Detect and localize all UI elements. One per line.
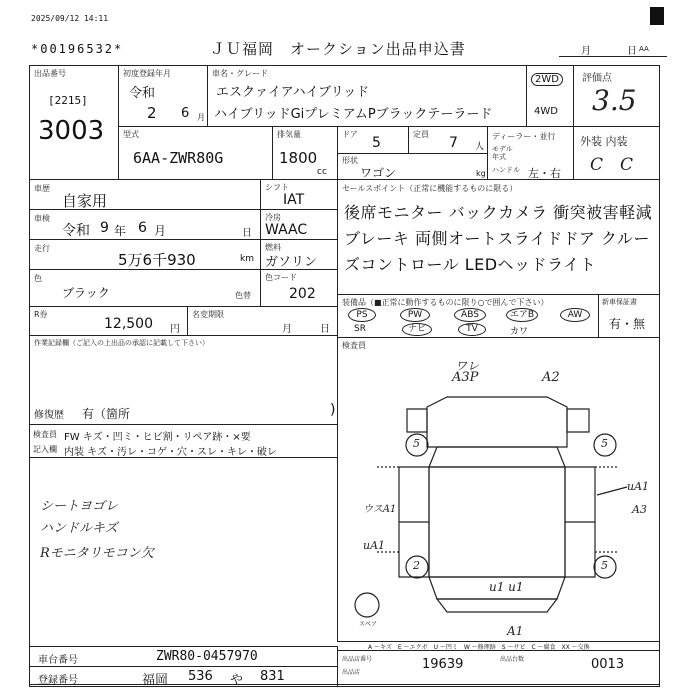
- name-change-row: 名変期限 月 日: [187, 306, 338, 336]
- mark-u1u1: u1 u1: [489, 580, 524, 594]
- mark-a3p: A3P: [452, 370, 479, 385]
- equip-navi[interactable]: ナビ: [402, 323, 432, 336]
- shift-cell: シフト IAT: [260, 179, 338, 210]
- left-mirror-panel: [407, 409, 427, 432]
- model-value: 6AA-ZWR80G: [133, 149, 224, 167]
- serial-barcode-text: *00196532*: [31, 42, 124, 56]
- work-record-cell: 作業記録欄（ご記入の上出品の承認に記載して下さい） 修復歴 有（箇所 ): [29, 335, 338, 425]
- warranty-cell: 新車保証書 有・無: [598, 294, 660, 338]
- member-cell: 出品店番号 出品店 19639 出品台数 0013: [337, 650, 660, 687]
- mark-wa: ワレ: [455, 359, 480, 373]
- tire-fl-value: 5: [413, 437, 420, 450]
- mark-ua1-left-top: ウスA1: [363, 504, 397, 515]
- timestamp: 2025/09/12 14:11: [31, 14, 109, 23]
- corner-mark: [650, 7, 664, 25]
- vehicle-name-line1: エスクァイアハイブリッド: [216, 85, 370, 100]
- damage-diagram-cell: 検査員: [337, 337, 660, 642]
- lot-sub-number: [2215]: [48, 94, 88, 107]
- mark-ua1-right: uA1: [627, 480, 650, 493]
- aircon-cell: 冷房 WAAC: [260, 209, 338, 240]
- model-cell: 型式 6AA-ZWR80G: [118, 126, 273, 180]
- vehicle-name-cell: 車名・グレード エスクァイアハイブリッド ハイブリッドGiプレミアムPブラックテーラード: [207, 65, 527, 127]
- inspection-row: 車検 令和 9 年 6 月 日: [29, 209, 261, 240]
- spare-label: スペア: [359, 621, 378, 628]
- sales-points-text: 後席モニター バックカメラ 衝突被害軽減ブレーキ 両側オートスライドドア クルーズコントロール LEDヘッドライト: [344, 203, 653, 274]
- lot-number: 3003: [38, 116, 105, 146]
- handwritten-note-2: ハンドルキズ: [40, 521, 118, 536]
- tire-rr-value: 5: [601, 559, 608, 572]
- rear-bumper: [437, 599, 557, 612]
- drive-2wd[interactable]: 2WD: [531, 73, 563, 86]
- roof: [429, 467, 565, 577]
- capacity-cell: 定員 7 人: [408, 126, 488, 154]
- right-mirror-panel: [567, 409, 589, 432]
- mark-ua1-left: uA1: [363, 539, 386, 552]
- chassis-row: 車台番号 ZWR80-0457970: [29, 646, 338, 667]
- handwritten-note-1: シートヨゴレ: [40, 499, 119, 514]
- score-cell: 評価点 3.5: [573, 65, 660, 127]
- mileage-row: 走行 5万6千930 km: [29, 239, 261, 270]
- displacement-cell: 排気量 1800 cc: [272, 126, 338, 180]
- equip-aw[interactable]: AW: [560, 308, 590, 322]
- mark-a2: A2: [542, 370, 560, 385]
- windshield: [429, 447, 565, 467]
- plate-row: 登録番号 福岡 536 や 831: [29, 666, 338, 687]
- lot-number-cell: 出品番号 [2215] 3003: [29, 65, 119, 180]
- first-registration-cell: 初度登録年月 令和 2 6 月: [118, 65, 208, 127]
- legend-text: A ～キズ E ～エクボ U ～凹ミ W ～修理跡 S ～サビ C ～腐食 XX ～交換: [368, 644, 590, 651]
- spare-tire: [355, 593, 379, 617]
- color-row: 色 ブラック 色替: [29, 269, 261, 307]
- equip-sr[interactable]: SR: [354, 324, 366, 334]
- handwritten-note-3: Rモニタリモコン欠: [40, 546, 154, 561]
- doors-cell: ドア 5: [337, 126, 409, 154]
- dealer-cell: ディーラー・並行 モデル 年式 ハンドル 左・右: [487, 126, 574, 180]
- drive-4wd[interactable]: 4WD: [534, 106, 558, 117]
- equip-tv[interactable]: TV: [458, 323, 486, 336]
- usage-row: 車歴 自家用: [29, 179, 261, 210]
- body-type-cell: 形状 ワゴン kg: [337, 153, 488, 180]
- form-title: ＪＵ福岡 オークション出品申込書: [210, 40, 466, 58]
- car-roof-front: [427, 397, 567, 447]
- drive-cell: [526, 65, 574, 127]
- exterior-interior-cell: 外装 内装 C C: [573, 126, 660, 180]
- tire-rl-value: 2: [413, 559, 420, 572]
- score-value: 3.5: [592, 84, 637, 117]
- vehicle-name-line2: ハイブリッドGiプレミアムPブラックテーラード: [214, 107, 493, 122]
- equip-ps[interactable]: PS: [348, 308, 376, 322]
- sales-points-cell: セールスポイント（正常に機能するものに限る） 後席モニター バックカメラ 衝突被害軽減ブレーキ 両側オートスライドドア クルーズコントロール LEDヘッドライト: [337, 179, 660, 295]
- mark-a1-bottom: A1: [507, 624, 524, 638]
- fuel-cell: 燃料 ガソリン: [260, 239, 338, 270]
- equip-leather[interactable]: カワ: [510, 327, 529, 337]
- notes-cell: 検査員 記入欄 FW キズ・凹ミ・ヒビ割・リペア跡・×要 内装 キズ・汚レ・コゲ・穴・スレ・キレ・破レ: [29, 424, 338, 458]
- equipment-cell: 装備品（■正常に動作するものに限り○で囲んで下さい） PS PW ABS エアB AW SR ナビ TV カワ: [337, 294, 599, 338]
- date-field[interactable]: 月 日 AA: [559, 42, 667, 57]
- mark-line-right: [597, 487, 627, 495]
- equip-airbag[interactable]: エアB: [506, 308, 538, 322]
- recycle-row: R券 12,500 円: [29, 306, 188, 336]
- color-code-cell: 色コード 202: [260, 269, 338, 307]
- car-diagram: [337, 337, 660, 642]
- mark-a3-right: A3: [632, 503, 647, 516]
- equip-abs[interactable]: ABS: [454, 308, 486, 322]
- tire-fr-value: 5: [601, 437, 608, 450]
- car-outline-svg: [337, 337, 660, 642]
- equip-pw[interactable]: PW: [400, 308, 430, 322]
